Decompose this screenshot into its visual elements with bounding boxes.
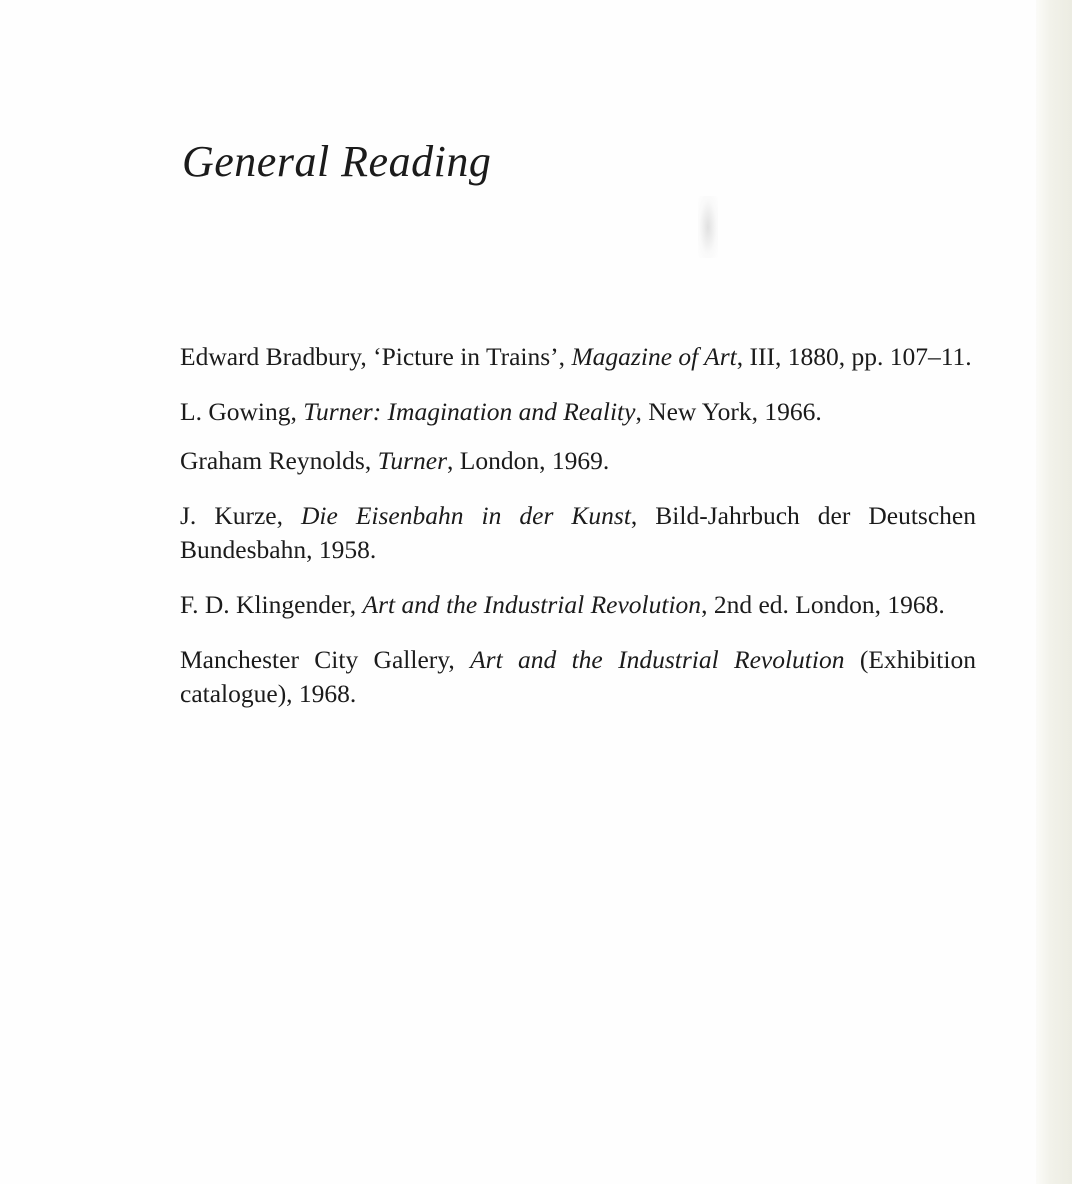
reference-item [180, 395, 976, 429]
reference-item [180, 444, 976, 478]
reference-author: L. Gowing, [180, 397, 304, 426]
reference-author: Graham Reynolds, [180, 446, 378, 475]
reference-details: , New York, 1966. [635, 397, 822, 426]
reference-title: Art and the Industrial Revolution [362, 590, 702, 619]
page-title: General Reading [182, 137, 492, 186]
reference-title: Magazine of Art [571, 342, 737, 371]
reference-title: Turner [377, 446, 448, 475]
reference-author: J. Kurze, [180, 501, 302, 530]
reference-details: , London, 1969. [447, 446, 610, 475]
reference-author: Manchester City Gallery, [180, 645, 471, 674]
reference-article: ‘Picture in Trains’, [373, 342, 572, 371]
reference-item [180, 643, 976, 711]
reference-item [180, 588, 976, 622]
reference-title: Turner: Imagination and Reality [303, 397, 636, 426]
reference-details: , Bild-Jahrbuch der Deutschen Bundesbahn, 1958. [180, 501, 976, 564]
reference-list [180, 340, 976, 711]
reference-title: Die Eisenbahn in der Kunst [301, 501, 631, 530]
reference-details: , III, 1880, pp. 107–11. [736, 342, 972, 371]
reference-author: F. D. Klingender, [180, 590, 363, 619]
reference-details: (Exhibition catalogue), 1968. [180, 645, 976, 708]
reference-item [180, 499, 976, 567]
reference-author: Edward Bradbury, [180, 342, 374, 371]
page-edge-shadow [1036, 0, 1072, 1184]
reference-details: , 2nd ed. London, 1968. [701, 590, 945, 619]
reference-title: Art and the Industrial Revolution [470, 645, 845, 674]
reference-item [180, 340, 976, 374]
paper-smudge [698, 196, 718, 258]
